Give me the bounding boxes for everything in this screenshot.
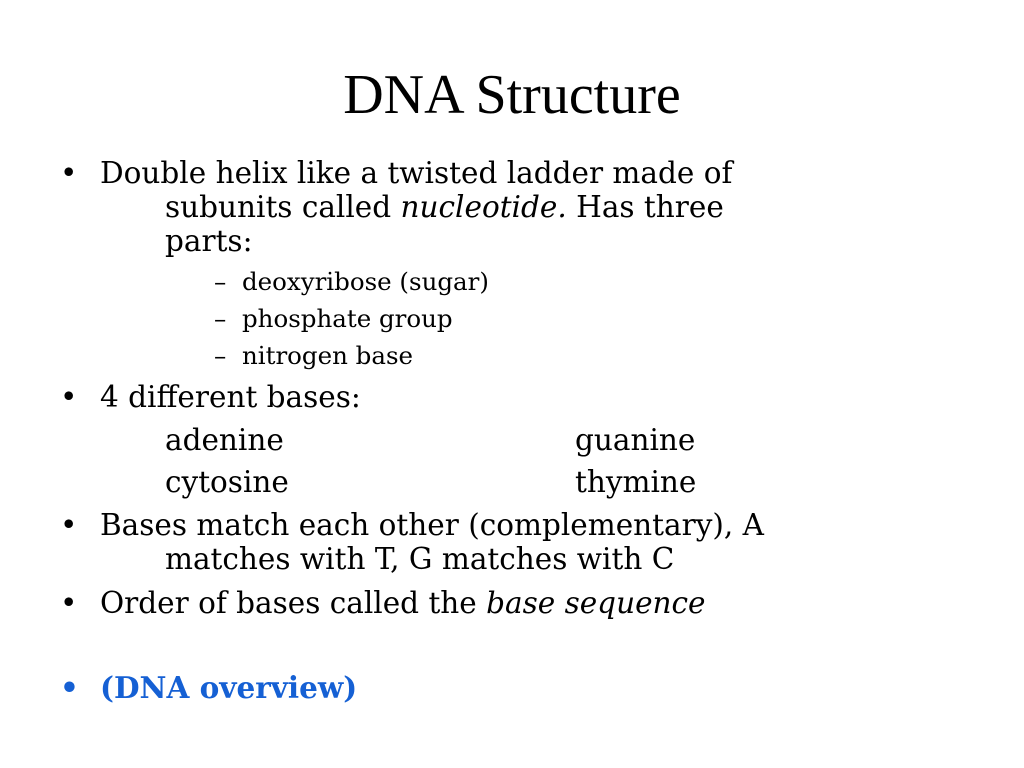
text-fragment: subunits called xyxy=(165,190,401,224)
dash-marker: – xyxy=(214,304,227,333)
bullet-text-line xyxy=(100,586,706,620)
dash-marker: – xyxy=(214,341,227,370)
bullet-text-continuation: parts: xyxy=(165,224,253,258)
text-fragment: Order of bases called the xyxy=(100,586,487,620)
text-fragment: Has three xyxy=(566,190,724,224)
bullet-marker: • xyxy=(60,586,78,620)
bullet-item-base-sequence xyxy=(0,586,1024,620)
dash-marker: – xyxy=(214,267,227,296)
bullet-marker: • xyxy=(60,670,79,705)
sub-item-phosphate xyxy=(0,304,1024,334)
bullet-text-line: 4 different bases: xyxy=(100,380,361,414)
bullet-text-line: Double helix like a twisted ladder made of xyxy=(100,156,733,190)
bullet-marker: • xyxy=(60,156,78,190)
italic-term-base-sequence: base sequence xyxy=(486,586,706,620)
base-name-thymine: thymine xyxy=(575,465,697,499)
sub-item-text: phosphate group xyxy=(242,304,453,333)
base-name-guanine: guanine xyxy=(575,423,696,457)
sub-item-text: nitrogen base xyxy=(242,341,414,370)
slide-title: DNA Structure xyxy=(343,64,681,126)
bullet-item-double-helix xyxy=(0,156,1024,190)
bullet-marker: • xyxy=(60,380,78,414)
base-name-adenine: adenine xyxy=(165,423,284,457)
bullet-text-line: Bases match each other (complementary), A xyxy=(100,508,764,542)
italic-term-nucleotide: nucleotide. xyxy=(400,190,567,224)
bullet-text-continuation xyxy=(165,190,724,224)
sub-item-nitrogen-base xyxy=(0,341,1024,371)
dna-overview-link[interactable]: (DNA overview) xyxy=(100,670,358,705)
bullet-marker: • xyxy=(60,508,78,542)
sub-item-sugar xyxy=(0,267,1024,297)
bullet-item-bases xyxy=(0,380,1024,414)
dna-overview-link-item xyxy=(0,671,1024,705)
bullet-text-continuation: matches with T, G matches with C xyxy=(165,542,675,576)
base-name-cytosine: cytosine xyxy=(165,465,289,499)
bullet-item-complementary xyxy=(0,508,1024,542)
sub-item-text: deoxyribose (sugar) xyxy=(242,267,489,296)
